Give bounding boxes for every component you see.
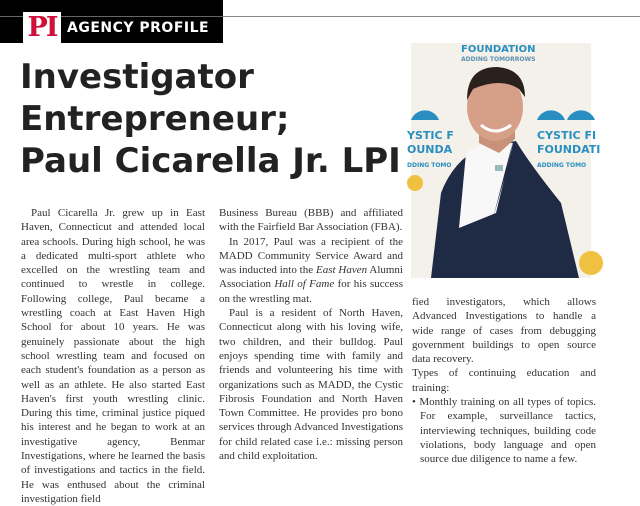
list-item: • Monthly training on all types of topics. For example, surveillance tactics, interviewing techniques, building code violations, body language and open source due diligence to name a few. xyxy=(412,396,596,466)
pi-logo: PI xyxy=(23,12,61,43)
column-1 xyxy=(21,206,205,506)
text: In 2017, Paul was a recipient of the MADD Community Service Award and was inducted into the xyxy=(219,235,403,277)
svg-text:DDING TOMO: DDING TOMO xyxy=(407,162,452,169)
italic-text: East Haven xyxy=(315,264,368,277)
backdrop-text: FOUNDATI xyxy=(537,143,601,156)
paragraph: fied investigators, which allows Advanced Investigations to handle a wide range of cases from debugging government buildings to open source data recovery. xyxy=(412,296,596,366)
backdrop-text: CYSTIC FI xyxy=(537,129,597,142)
text: for his success on the wrestling mat. xyxy=(219,278,403,305)
svg-text:YSTIC F: YSTIC F xyxy=(407,129,454,142)
column-3 xyxy=(412,295,596,467)
title-line: Investigator xyxy=(20,57,254,97)
title-line: Paul Cicarella Jr. LPI xyxy=(20,141,401,181)
training-list xyxy=(412,395,596,466)
backdrop-text: ADDING TOMORROWS xyxy=(461,56,536,63)
backdrop-text: FOUNDATION xyxy=(461,44,536,55)
header-rule xyxy=(223,16,640,17)
paragraph: Business Bureau (BBB) and affiliated with the Fairfield Bar Association (FBA). xyxy=(219,207,403,234)
backdrop-text: ADDING TOMO xyxy=(537,162,587,169)
article-title xyxy=(20,56,410,182)
paragraph: Paul Cicarella Jr. grew up in East Haven, Connecticut and attended local area schools. During high school, he was a dedicated multi-sport athlete who excelled on the wrestling team and continued to wrestle in college. Following college, Paul became a wrestling coach at East Haven High School for about 10 years. He was genuinely passionate about the high school wrestling team and focused on each student's foundation as a person as well as an athlete. He also started East Haven's first youth wrestling clinic. During this time, criminal justice piqued his interest and he began to work at an investigative agency, Benmar Investigations, where he learned the basis of investigations and tactics in the field. He was enthused about the criminal investigation field xyxy=(21,207,205,505)
paragraph: Paul is a resident of North Haven, Connecticut along with his loving wife, two children, and their bulldog. Paul enjoys spending time with family and friends and volunteering his time with organizations such as MADD, the Cystic Fibrosis Foundation and North Haven Town Committee. He provides pro bono services through Advanced Investigations for child related case i.e.: missing person and child exploitation. xyxy=(219,307,403,463)
paragraph xyxy=(219,235,403,306)
column-2 xyxy=(219,206,403,463)
text: Alumni Association xyxy=(219,264,403,291)
section-label: AGENCY PROFILE xyxy=(67,20,210,36)
italic-text: Hall of Fame xyxy=(274,278,335,291)
svg-text:OUNDA: OUNDA xyxy=(407,143,453,156)
portrait-photo xyxy=(407,43,601,278)
paragraph: Types of continuing education and training: xyxy=(412,367,596,394)
title-line: Entrepreneur; xyxy=(20,99,290,139)
